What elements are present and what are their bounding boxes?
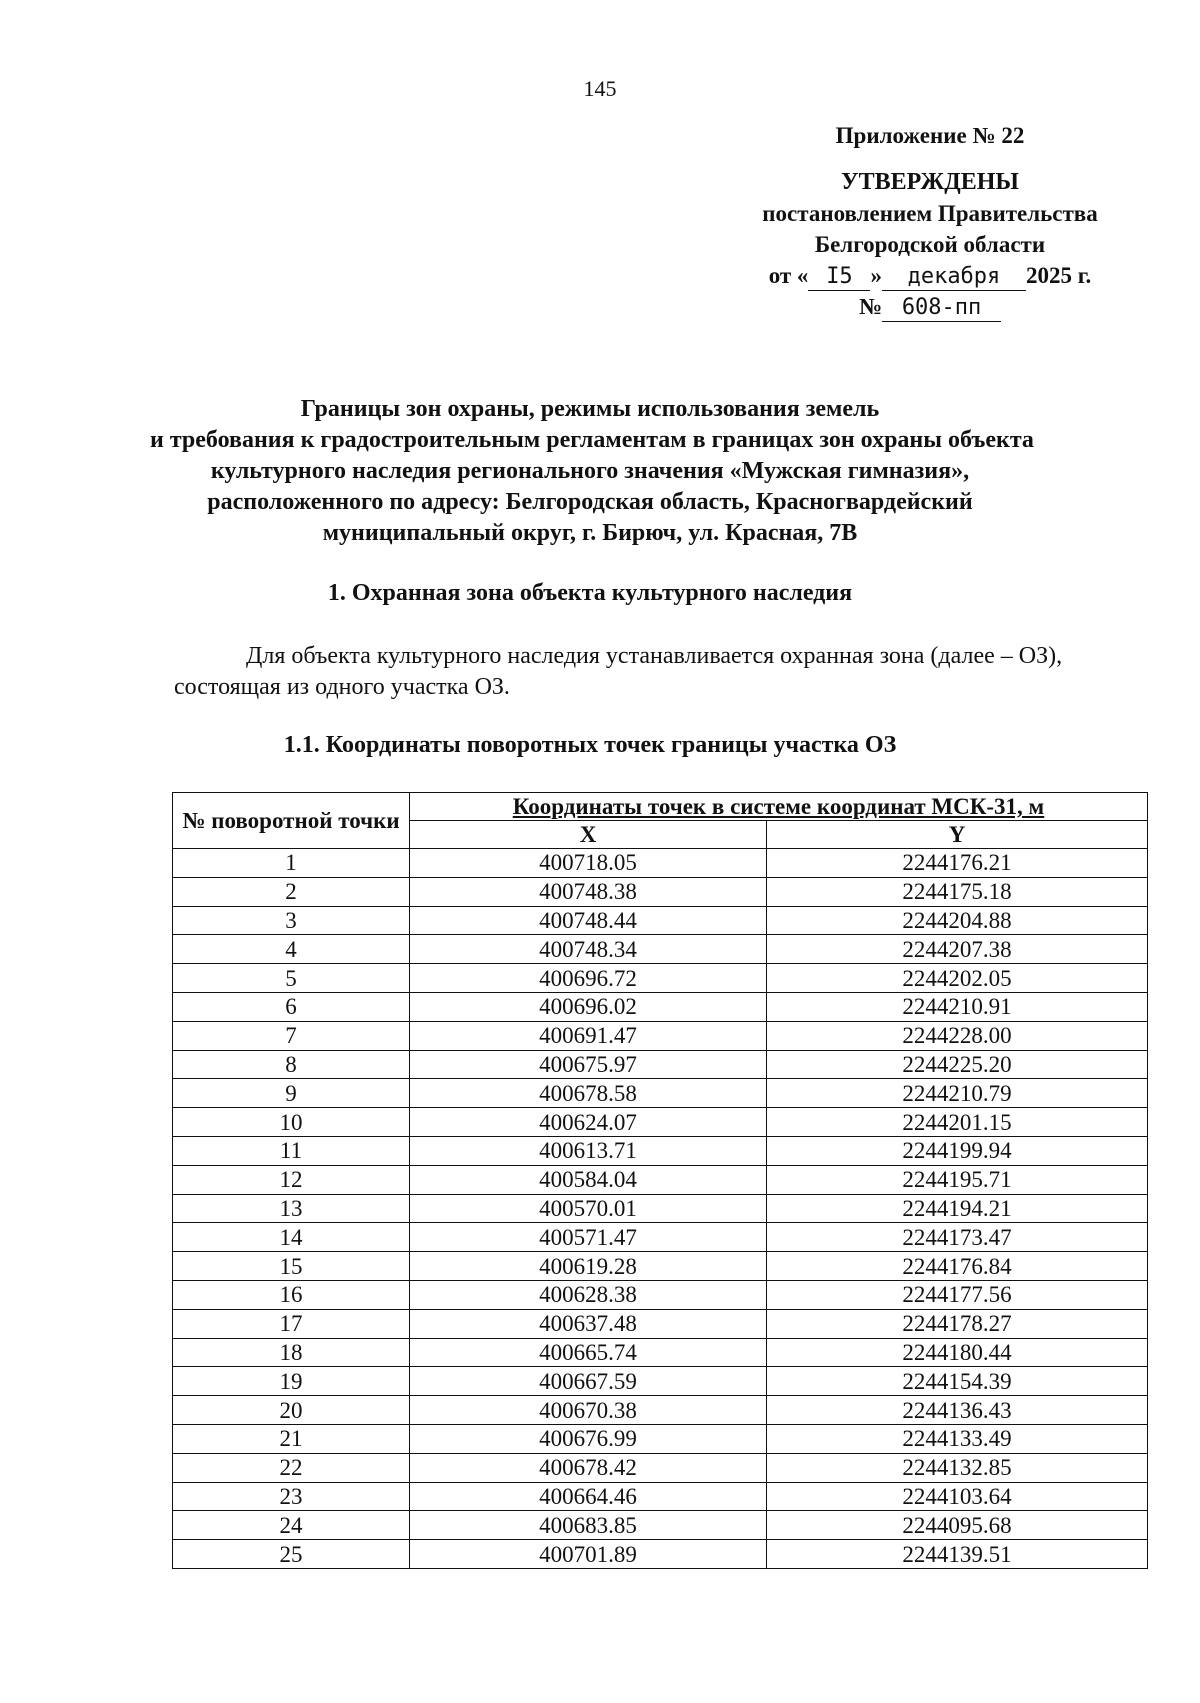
table-row [173,964,1148,993]
x-coordinate-cell: 400613.71 [410,1136,767,1165]
x-coordinate-cell: 400619.28 [410,1252,767,1281]
point-number-cell: 23 [173,1482,410,1511]
x-coordinate-cell: 400678.58 [410,1079,767,1108]
point-number-cell: 9 [173,1079,410,1108]
y-coordinate-cell: 2244207.38 [767,935,1148,964]
y-coordinate-cell: 2244133.49 [767,1424,1148,1453]
point-number-cell: 1 [173,849,410,878]
point-number-cell: 22 [173,1453,410,1482]
table-row [173,1453,1148,1482]
annex-label: Приложение № 22 [835,123,1025,148]
y-coordinate-cell: 2244176.21 [767,849,1148,878]
point-number-cell: 15 [173,1252,410,1281]
point-number-cell: 3 [173,906,410,935]
document-title [150,394,1034,549]
table-row [173,1511,1148,1540]
body-paragraph [174,641,1154,703]
point-number-cell: 20 [173,1396,410,1425]
x-coordinate-cell: 400571.47 [410,1223,767,1252]
header-coordinates [410,793,1148,821]
section-title: 1. Охранная зона объекта культурного наследия [327,580,853,606]
point-number-cell: 4 [173,935,410,964]
x-coordinate-cell: 400701.89 [410,1540,767,1569]
y-coordinate-cell: 2244103.64 [767,1482,1148,1511]
y-coordinate-cell: 2244173.47 [767,1223,1148,1252]
y-coordinate-cell: 2244095.68 [767,1511,1148,1540]
y-coordinate-cell: 2244195.71 [767,1165,1148,1194]
y-coordinate-cell: 2244204.88 [767,906,1148,935]
x-coordinate-cell: 400683.85 [410,1511,767,1540]
header-point-number: № поворотной точки [173,793,410,849]
x-coordinate-cell: 400664.46 [410,1482,767,1511]
table-row [173,1482,1148,1511]
point-number-cell: 18 [173,1338,410,1367]
number-prefix: № [858,294,883,319]
table-row [173,1252,1148,1281]
x-coordinate-cell: 400696.72 [410,964,767,993]
title-line: культурного наследия регионального значения «Мужская гимназия», [210,458,970,484]
x-coordinate-cell: 400675.97 [410,1050,767,1079]
point-number-cell: 25 [173,1540,410,1569]
y-coordinate-cell: 2244176.84 [767,1252,1148,1281]
header-coordinates-text: Координаты точек в системе координат МСК-31, м [512,794,1045,819]
title-line: расположенного по адресу: Белгородская область, Красногвардейский [207,489,973,515]
date-year: 2025 г. [1025,263,1092,288]
x-coordinate-cell: 400570.01 [410,1194,767,1223]
header-x: X [410,821,767,849]
table-row [173,1194,1148,1223]
table-row [173,1280,1148,1309]
y-coordinate-cell: 2244154.39 [767,1367,1148,1396]
point-number-cell: 7 [173,1021,410,1050]
approval-line-2: Белгородской области [814,232,1046,257]
x-coordinate-cell: 400748.44 [410,906,767,935]
paragraph-line-2: состоящая из одного участка ОЗ. [174,674,510,700]
table-row [173,906,1148,935]
point-number-cell: 19 [173,1367,410,1396]
table-row [173,1165,1148,1194]
y-coordinate-cell: 2244132.85 [767,1453,1148,1482]
x-coordinate-cell: 400748.38 [410,877,767,906]
point-number-cell: 5 [173,964,410,993]
y-coordinate-cell: 2244180.44 [767,1338,1148,1367]
x-coordinate-cell: 400665.74 [410,1338,767,1367]
x-coordinate-cell: 400691.47 [410,1021,767,1050]
point-number-cell: 12 [173,1165,410,1194]
table-row [173,992,1148,1021]
number-value: 608-пп [882,295,1001,322]
table-row [173,1136,1148,1165]
table-row [173,1079,1148,1108]
x-coordinate-cell: 400637.48 [410,1309,767,1338]
approval-line-1: постановлением Правительства [762,201,1098,226]
subsection-title: 1.1. Координаты поворотных точек границы участка ОЗ [283,732,897,758]
header-y: Y [767,821,1148,849]
point-number-cell: 8 [173,1050,410,1079]
x-coordinate-cell: 400718.05 [410,849,767,878]
approval-number [700,291,1160,322]
table-row [173,1309,1148,1338]
x-coordinate-cell: 400628.38 [410,1280,767,1309]
table-row [173,1367,1148,1396]
table-row [173,877,1148,906]
title-line: муниципальный округ, г. Бирюч, ул. Красная, 7В [322,520,858,546]
y-coordinate-cell: 2244228.00 [767,1021,1148,1050]
y-coordinate-cell: 2244194.21 [767,1194,1148,1223]
x-coordinate-cell: 400584.04 [410,1165,767,1194]
x-coordinate-cell: 400696.02 [410,992,767,1021]
table-row [173,849,1148,878]
y-coordinate-cell: 2244175.18 [767,877,1148,906]
x-coordinate-cell: 400624.07 [410,1108,767,1137]
y-coordinate-cell: 2244202.05 [767,964,1148,993]
point-number-cell: 21 [173,1424,410,1453]
x-coordinate-cell: 400678.42 [410,1453,767,1482]
point-number-cell: 14 [173,1223,410,1252]
table-row [173,935,1148,964]
table-row [173,1050,1148,1079]
y-coordinate-cell: 2244139.51 [767,1540,1148,1569]
point-number-cell: 11 [173,1136,410,1165]
y-coordinate-cell: 2244199.94 [767,1136,1148,1165]
y-coordinate-cell: 2244225.20 [767,1050,1148,1079]
table-row [173,1396,1148,1425]
x-coordinate-cell: 400670.38 [410,1396,767,1425]
x-coordinate-cell: 400667.59 [410,1367,767,1396]
approval-block [700,120,1160,322]
approval-date [700,260,1160,291]
approved-heading: УТВЕРЖДЕНЫ [841,169,1019,195]
table-row [173,1021,1148,1050]
title-line: и требования к градостроительным регламентам в границах зон охраны объекта [150,427,1034,453]
y-coordinate-cell: 2244210.91 [767,992,1148,1021]
paragraph-line-1: Для объекта культурного наследия устанавливается охранная зона (далее – ОЗ), [246,643,1063,669]
date-day: I5 [808,264,870,291]
point-number-cell: 13 [173,1194,410,1223]
point-number-cell: 2 [173,877,410,906]
y-coordinate-cell: 2244177.56 [767,1280,1148,1309]
table-row [173,1424,1148,1453]
y-coordinate-cell: 2244136.43 [767,1396,1148,1425]
date-prefix: от « [768,263,809,288]
x-coordinate-cell: 400748.34 [410,935,767,964]
y-coordinate-cell: 2244201.15 [767,1108,1148,1137]
date-quote-close: » [870,263,882,288]
coordinates-table [172,792,1148,1569]
point-number-cell: 10 [173,1108,410,1137]
x-coordinate-cell: 400676.99 [410,1424,767,1453]
table-row [173,1338,1148,1367]
point-number-cell: 6 [173,992,410,1021]
date-month: декабря [882,264,1026,291]
page-number: 145 [583,76,617,101]
point-number-cell: 17 [173,1309,410,1338]
table-row [173,1108,1148,1137]
table-row [173,1540,1148,1569]
coordinates-table-body [173,849,1148,1569]
point-number-cell: 16 [173,1280,410,1309]
point-number-cell: 24 [173,1511,410,1540]
table-row [173,1223,1148,1252]
y-coordinate-cell: 2244210.79 [767,1079,1148,1108]
y-coordinate-cell: 2244178.27 [767,1309,1148,1338]
title-line: Границы зон охраны, режимы использования земель [300,396,880,422]
